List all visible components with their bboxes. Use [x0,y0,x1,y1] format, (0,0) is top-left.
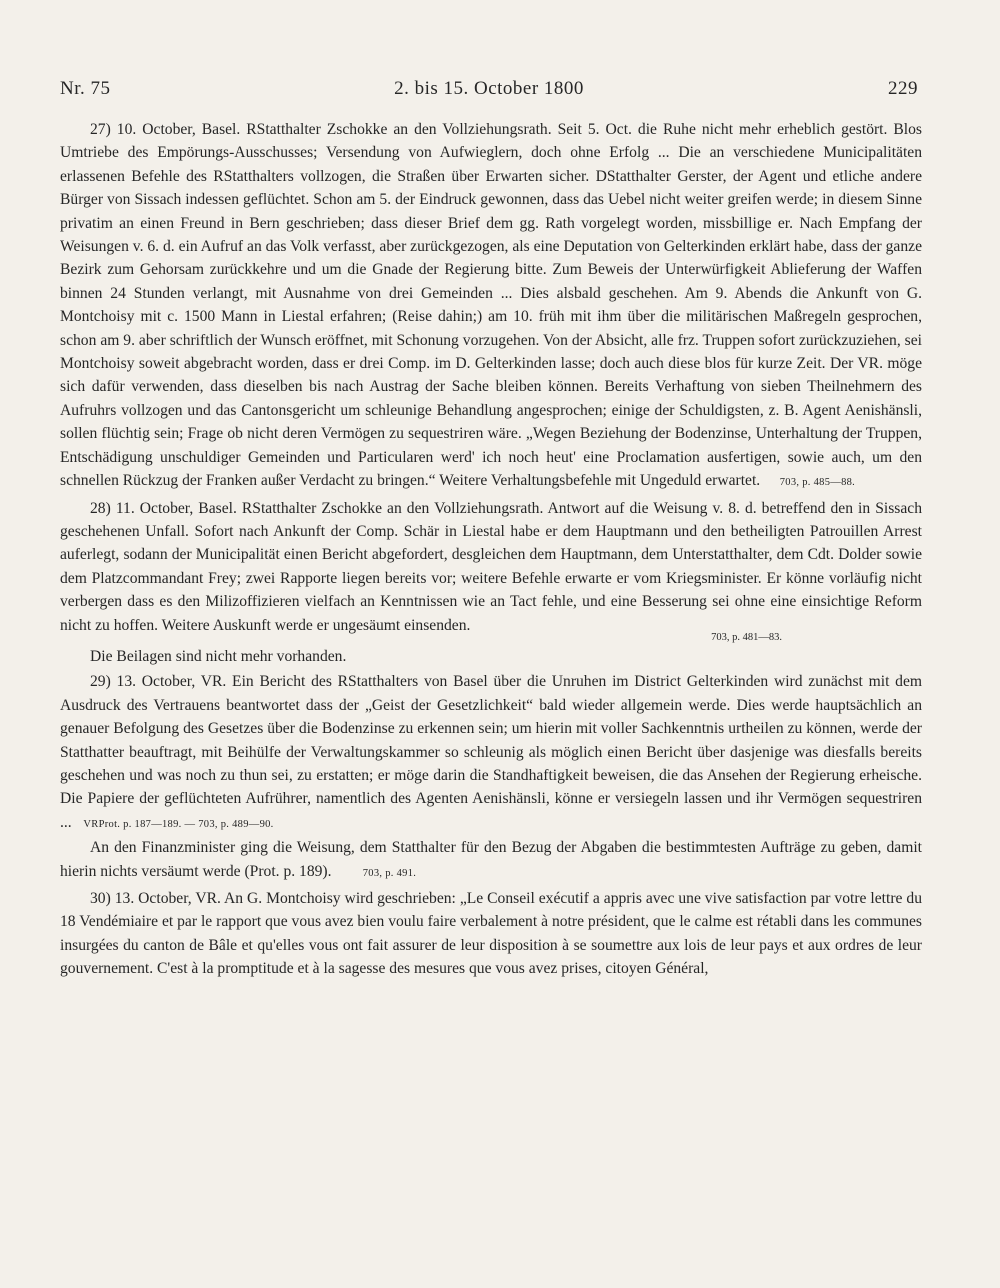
entry-text: 30) 13. October, VR. An G. Montchoisy wird geschrieben: „Le Conseil exécutif a appris avec une vive satisfaction par votre lettre du 18 Vendémiaire et par le rapport que vous avez bien voulu faire verbalement à notre président, que le calme est rétabli dans les communes insurgées du canton de Bâle et qu'elles vous ont fait assurer de leur disposition à se soumettre aux lois de leur pays et aux ordres de leur gouvernement. C'est à la promptitude et à la sagesse des mesures que vous avez prises, citoyen Général, [60,890,922,978]
entry-30 [60,887,922,981]
running-header [60,78,918,106]
source-reference: VRProt. p. 187—189. — 703, p. 489—90. [83,818,274,830]
entry-text: 28) 11. October, Basel. RStatthalter Zschokke an den Vollziehungsrath. Antwort auf die Weisung v. 8. d. betreffend den in Sissach geschehenen Unfall. Sofort nach Ankunft der Comp. Schär in Liestal habe er dem Hauptmann und den betheiligten Patrouillen Arrest auferlegt, sodann der Municipalität einen Bericht abgefordert, desgleichen dem Hauptmann, dem Unterstatthalter, dem Cdt. Dolder sowie dem Platzcommandant Frey; zwei Rapporte liegen bereits vor; weitere Befehle erwarte er vom Kriegsminister. Er könne vorläufig nicht verbergen dass es den Milizoffizieren vielfach an Kenntnissen wie an Tact fehle, und eine Besserung sei ohne eine einsichtige Reform nicht zu hoffen. Weitere Auskunft werde er ungesäumt einsenden. [60,499,922,634]
entry-note: Die Beilagen sind nicht mehr vorhanden. [90,647,347,665]
source-reference: 703, p. 491. [362,867,417,879]
date-range: 2. bis 15. October 1800 [394,78,584,99]
page-number: 229 [888,78,918,99]
entry-29 [60,670,922,885]
source-reference: 703, p. 481—83. [711,631,782,643]
document-number: Nr. 75 [60,78,111,99]
entry-note: An den Finanzminister ging die Weisung, dem Statthalter für den Bezug der Abgaben die bestimmtesten Aufträge zu geben, damit hierin nichts versäumt werde (Prot. p. 189). [60,839,922,880]
entry-28 [60,497,922,669]
entry-text: 29) 13. October, VR. Ein Bericht des RStatthalters von Basel über die Unruhen im District Gelterkinden wird zunächst mit dem Ausdruck des Vertrauens beantwortet dass der „Geist der Gesetzlichkeit“ bald wieder allgemein werde. Dies werde hauptsächlich an genauer Befolgung des Gesetzes über die Bodenzinse zu erkennen sein; um hierin mit voller Sachkenntnis urtheilen zu können, werde der Statthatter beauftragt, mit Beihülfe der Verwaltungskammer so schleunig als möglich einen Bericht über dasjenige was diesfalls bereits geschehen und was noch zu thun sei, zu erstatten; er möge darin die Standhaftigkeit beweisen, die das Ansehen der Regierung erheische. Die Papiere der geflüchteten Aufrührer, namentlich des Agenten Aenishänsli, könne er versiegeln lassen und ihr Vermögen sequestriren ... [60,673,922,831]
source-reference: 703, p. 485—88. [779,477,856,489]
entry-text: 27) 10. October, Basel. RStatthalter Zschokke an den Vollziehungsrath. Seit 5. Oct. die Ruhe nicht mehr erheblich gestört. Blos Umtriebe des Empörungs-Ausschusses; Versendung von Aufwieglern, doch ohne Erfolg ... Die an verschiedene Municipalitäten erlassenen Befehle des RStatthalters vollzogen, die Straßen über Erwarten sicher. DStatthalter Gerster, der Agent und etliche andere Bürger von Sissach indessen geflüchtet. Schon am 5. der Eindruck gewonnen, dass das Uebel nicht weiter greifen werde; in diesem Sinne privatim an einen Freund in Bern geschrieben; dass dieser Brief dem gg. Rath vorgelegt worden, missbillige er. Nach Empfang der Weisungen v. 6. d. ein Aufruf an das Volk verfasst, aber zurückgezogen, als eine Deputation von Gelterkinden erklärt habe, dass der ganze Bezirk zum Gehorsam zurückkehre und um die Gnade der Regierung bitte. Zum Beweis der Unterwürfigkeit Ablieferung der Waffen binnen 24 Stunden verlangt, mit Ausnahme von drei Gemeinden ... Dies alsbald geschehen. Am 9. Abends die Ankunft von G. Montchoisy mit c. 1500 Mann in Liestal erfahren; (Reise dahin;) am 10. früh mit ihm über die militärischen Maßregeln gesprochen, schon am 9. aber schriftlich der Wunsch eröffnet, mit Schonung vorzugehen. Von der Absicht, alle frz. Truppen sofort zurückzuziehen, sei Montchoisy soweit abgebracht worden, dass er drei Comp. im D. Gelterkinden lasse; doch auch diese blos für kurze Zeit. Der VR. möge sich dafür verwenden, dass dieselben bis nach Austrag der Sache bleiben können. Bereits Verhaftung von sieben Theilnehmern des Aufruhrs vollzogen und das Cantonsgericht um schleunige Behandlung angesprochen; einige der Schuldigsten, z. B. Agent Aenishänsli, sollen flüchtig sein; Frage ob nicht deren Vermögen zu sequestriren wäre. „Wegen Beziehung der Bodenzinse, Unterhaltung der Truppen, Entschädigung unschuldiger Gemeinden und Particularen werd' ich noch heut' eine Proclamation ausfertigen, sowie auch, um den schnellen Rückzug der Franken außer Verdacht zu bringen.“ Weitere Verhaltungsbefehle mit Ungeduld erwartet. [60,121,922,490]
document-body [60,118,922,981]
entry-27 [60,118,922,495]
